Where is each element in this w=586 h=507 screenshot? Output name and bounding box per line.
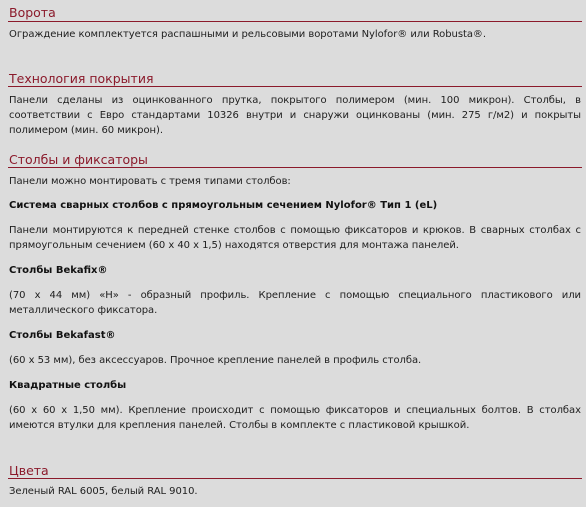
section-heading-coating: Технология покрытия [9,71,154,86]
post-type-text-2: (70 х 44 мм) «Н» - образный профиль. Крепление с помощью специального пластикового или металлического фиксатора. [9,290,581,316]
post-type-title-1: Система сварных столбов с прямоугольным сечением Nylofor® Тип 1 (eL) [9,200,438,211]
post-type-text-4: (60 х 60 х 1,50 мм). Крепление происходит с помощью фиксаторов и специальных болтов. В столбах имеются втулки для крепления панелей. Столбы в комплекте с пластиковой крышкой. [9,405,581,431]
post-type-text-3: (60 х 53 мм), без аксессуаров. Прочное крепление панелей в профиль столба. [9,355,422,366]
post-type-title-4: Квадратные столбы [9,380,127,391]
section-text-coating: Панели сделаны из оцинкованного прутка, покрытого полимером (мин. 100 микрон). Столбы, в соответствии с Евро стандартами 10326 внутри и снаружи оцинкованы (мин. 275 г/м2) и покрыты полимером (мин. 60 микрон). [9,95,581,136]
section-text-colors: Зеленый RAL 6005, белый RAL 9010. [9,486,198,497]
section-divider-gates [8,21,582,22]
post-type-title-3: Столбы Bekafast® [9,330,116,341]
section-divider-coating [8,86,582,87]
section-intro-posts: Панели можно монтировать с тремя типами столбов: [9,176,291,187]
section-heading-gates: Ворота [9,5,56,20]
section-heading-posts: Столбы и фиксаторы [9,152,148,167]
section-heading-colors: Цвета [9,463,49,478]
post-type-title-2: Столбы Bekafix® [9,265,108,276]
section-text-gates: Ограждение комплектуется распашными и рельсовыми воротами Nylofor® или Robusta®. [9,29,487,40]
section-divider-colors [8,478,582,479]
section-divider-posts [8,167,582,168]
post-type-text-1: Панели монтируются к передней стенке столбов с помощью фиксаторов и крюков. В сварных столбах с прямоугольным сечением (60 х 40 х 1,5) находятся отверстия для монтажа панелей. [9,225,581,251]
